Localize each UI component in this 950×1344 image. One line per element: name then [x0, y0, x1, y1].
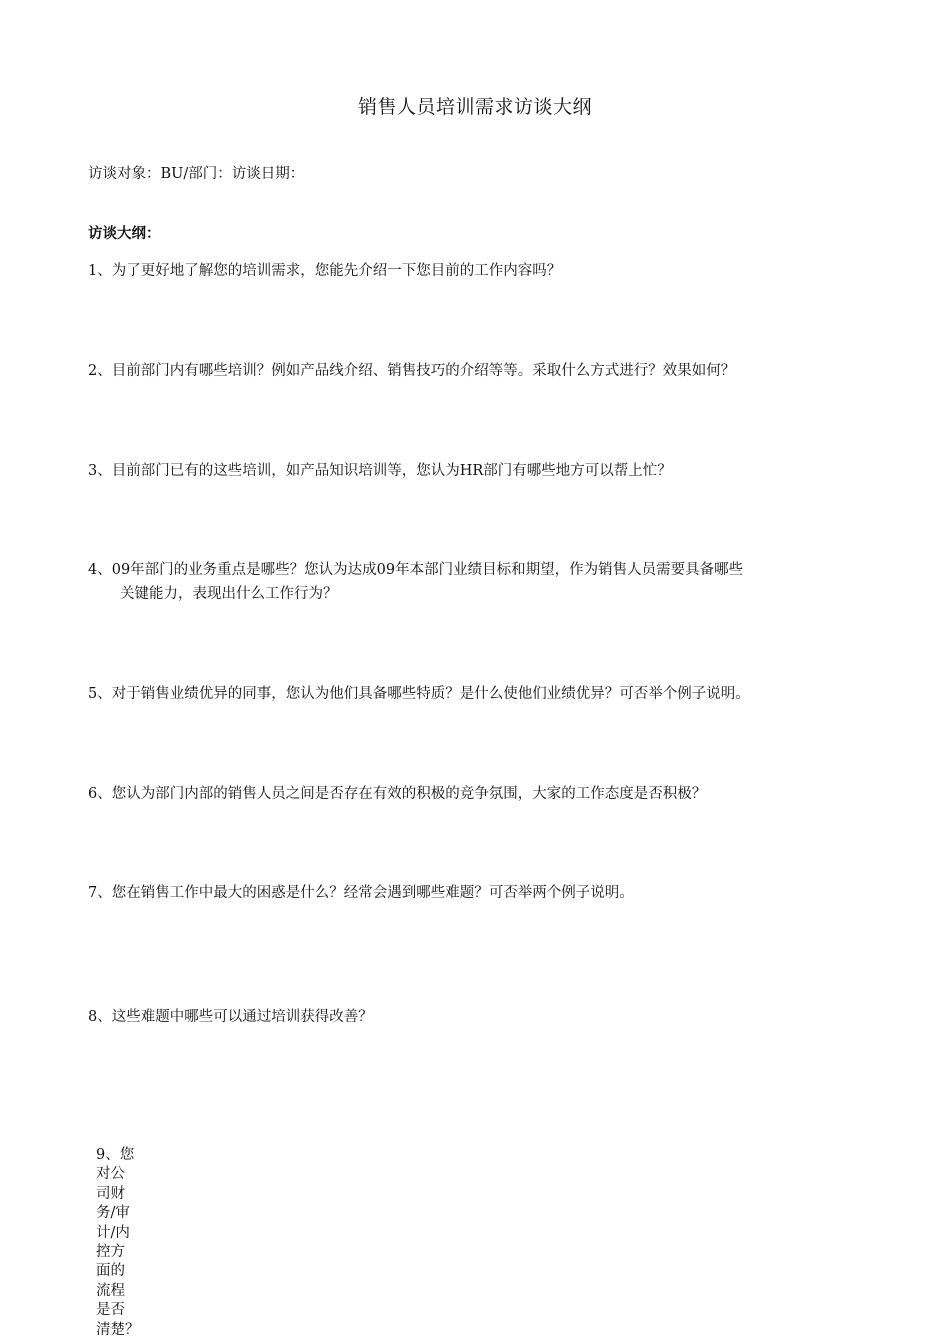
question-2 [88, 361, 868, 381]
question-9-line: 面的 [96, 1263, 125, 1280]
question-7 [88, 883, 868, 903]
question-1 [88, 261, 868, 281]
question-9-line: 是否 [96, 1302, 125, 1319]
question-8 [88, 1007, 868, 1027]
question-text: 2、目前部门内有哪些培训？例如产品线介绍、销售技巧的介绍等等。采取什么方式进行？效果如何？ [88, 363, 736, 379]
question-text: 1、为了更好地了解您的培训需求，您能先介绍一下您目前的工作内容吗？ [88, 263, 562, 279]
interview-meta-line: 访谈对象：BU/部门：访谈日期： [88, 166, 305, 182]
question-4 [88, 560, 868, 604]
question-text: 6、您认为部门内部的销售人员之间是否存在有效的积极的竞争氛围，大家的工作态度是否积极？ [88, 786, 707, 802]
question-9-line: 计/内 [96, 1224, 130, 1241]
question-5 [88, 684, 868, 704]
question-text: 7、您在销售工作中最大的困惑是什么？经常会遇到哪些难题？可否举两个例子说明。 [88, 885, 634, 901]
question-text: 3、目前部门已有的这些培训，如产品知识培训等，您认为HR部门有哪些地方可以帮上忙？ [88, 463, 672, 479]
question-9-line: 对公 [96, 1166, 125, 1183]
question-3 [88, 461, 868, 481]
question-9-line: 控方 [96, 1244, 125, 1261]
outline-heading: 访谈大纲： [88, 226, 161, 242]
question-9-line: 清楚？ [96, 1321, 140, 1338]
question-text: 5、对于销售业绩优异的同事，您认为他们具备哪些特质？是什么使他们业绩优异？可否举个例子说明。 [88, 686, 750, 702]
question-text: 4、09年部门的业务重点是哪些？您认为达成09年本部门业绩目标和期望，作为销售人员需要具备哪些 [88, 562, 744, 578]
question-9-line: 9、您 [96, 1147, 135, 1163]
question-6 [88, 784, 868, 804]
document-title: 销售人员培训需求访谈大纲 [357, 96, 592, 118]
question-text: 8、这些难题中哪些可以通过培训获得改善？ [88, 1009, 373, 1025]
question-9 [96, 1146, 140, 1340]
question-9-line: 流程 [96, 1282, 125, 1299]
question-9-line: 务/审 [96, 1205, 130, 1222]
question-9-line: 司财 [96, 1185, 125, 1202]
question-continuation: 关键能力，表现出什么工作行为？ [120, 586, 338, 602]
